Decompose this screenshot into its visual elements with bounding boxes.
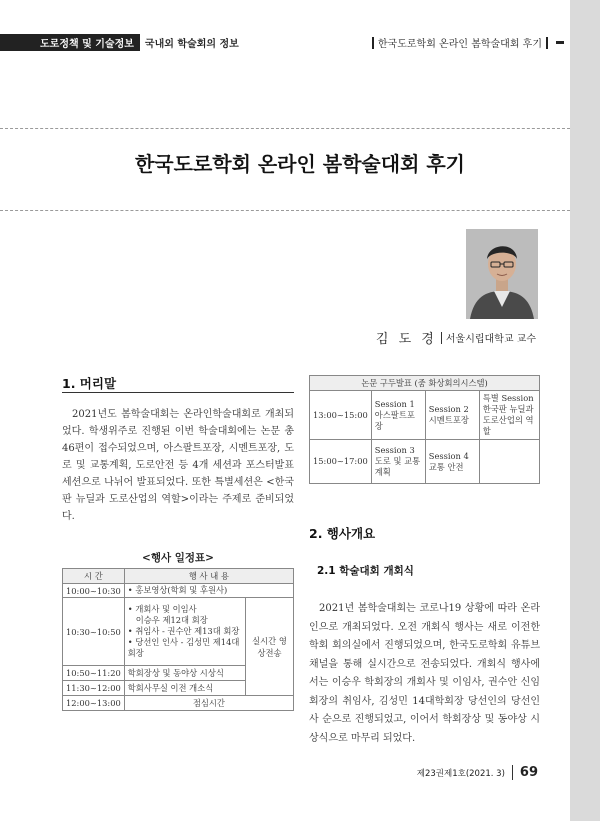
running-title-tick <box>556 41 564 44</box>
page-footer <box>417 765 538 780</box>
author-photo <box>466 229 538 319</box>
session-cell: Session 2 시멘트포장 <box>425 391 479 440</box>
intro-heading: 1. 머리말 <box>62 376 117 391</box>
intro-paragraph: 2021년도 봄학술대회는 온라인학술대회로 개최되었다. 학생위주로 진행된 이번 학술대회에는 논문 총 46편이 접수되었으며, 아스팔트포장, 시멘트포장, 도로 및 교통계획, 도로안전 등 4개 세션과 포스터발표 세션으로 나뉘어 발표되었다. 또한 특별세션은 <한국판 뉴딜과 도로산업의 역할>이라는 주제로 준비되었다. <box>62 409 294 522</box>
running-title-text: 한국도로학회 온라인 봄학술대회 후기 <box>377 39 542 50</box>
schedule-caption: <행사 일정표> <box>142 552 214 564</box>
schedule-item: • 개회사 및 이임사 <box>128 604 242 615</box>
schedule-merged-note: 실시간 영상전송 <box>246 598 294 696</box>
running-title-bar <box>372 37 374 49</box>
schedule-col-content: 행 사 내 용 <box>124 569 293 584</box>
schedule-table <box>62 568 294 711</box>
title-rule-bottom <box>0 210 570 211</box>
schedule-subitem: 이승우 제12대 회장 <box>135 615 208 625</box>
schedule-time: 10:30~10:50 <box>63 598 125 666</box>
event-heading: 2. 행사개요 <box>309 526 376 541</box>
session-cell: Session 1 아스팔트포장 <box>371 391 425 440</box>
session-header: 논문 구두발표 (줌 화상회의시스템) <box>310 376 540 391</box>
author-name: 김 도 경 <box>375 332 437 347</box>
footer-separator <box>512 765 513 780</box>
page-edge-strip <box>570 0 600 821</box>
schedule-time: 10:00~10:30 <box>63 584 125 598</box>
schedule-time: 12:00~13:00 <box>63 696 125 711</box>
schedule-content: 학회사무실 이전 개소식 <box>124 681 245 696</box>
schedule-time: 11:30~12:00 <box>63 681 125 696</box>
schedule-time: 10:50~11:20 <box>63 666 125 681</box>
schedule-item: • 당선인 인사 - 김성민 제14대 회장 <box>128 637 242 659</box>
author-line <box>376 328 536 347</box>
section-badge: 도로정책 및 기술정보 <box>0 34 140 51</box>
page-number: 69 <box>519 765 538 780</box>
session-time: 15:00~17:00 <box>310 440 372 484</box>
section-header <box>0 34 239 51</box>
session-cell: Session 4 교통 안전 <box>425 440 479 484</box>
event-paragraph: 2021년 봄학술대회는 코로나19 상황에 따라 온라인으로 개최되었다. 오전 개회식 행사는 새로 이전한 학회 회의실에서 진행되었으며, 한국도로학회 유튜브 채널을 통해 실시간으로 전송되었다. 개회식 행사에서는 이승우 학회장의 개회사 및 이임사, 권수안 신임회장의 취임사, 김성민 14대학회장 당선인의 당선인사 순으로 진행되었고, 이어서 학회장상 및 동야상 시상식으로 마무리 되었다. <box>309 603 540 744</box>
session-header-row <box>310 376 540 391</box>
session-cell <box>479 440 539 484</box>
schedule-content: 학회장상 및 동야상 시상식 <box>124 666 245 681</box>
title-rule-top <box>0 128 570 129</box>
running-title-bar-end <box>546 37 548 49</box>
author-affiliation: 서울시립대학교 교수 <box>445 334 536 345</box>
table-row <box>310 391 540 440</box>
schedule-col-time: 시 간 <box>63 569 125 584</box>
session-cell: Session 3 도로 및 교통계획 <box>371 440 425 484</box>
table-row <box>63 584 294 598</box>
schedule-content: 점심시간 <box>124 696 293 711</box>
schedule-content <box>124 598 245 666</box>
session-time: 13:00~15:00 <box>310 391 372 440</box>
table-row <box>63 696 294 711</box>
author-separator <box>441 332 442 344</box>
event-subheading: 2.1 학술대회 개회식 <box>317 565 414 577</box>
session-table <box>309 375 540 484</box>
schedule-content <box>124 584 293 598</box>
session-cell: 특별 Session 한국판 뉴딜과 도로산업의 역할 <box>479 391 539 440</box>
subsection-label: 국내외 학술회의 정보 <box>144 39 239 50</box>
schedule-item: • 홍보영상(학회 및 후원사) <box>128 585 290 596</box>
schedule-item: • 취임사 - 권수안 제13대 회장 <box>128 626 242 637</box>
intro-rule <box>62 392 294 393</box>
table-row <box>63 598 294 666</box>
article-title: 한국도로학회 온라인 봄학술대회 후기 <box>134 152 465 176</box>
issue-label: 제23권제1호(2021. 3) <box>416 768 505 779</box>
running-title <box>368 34 564 51</box>
schedule-header-row <box>63 569 294 584</box>
table-row <box>310 440 540 484</box>
